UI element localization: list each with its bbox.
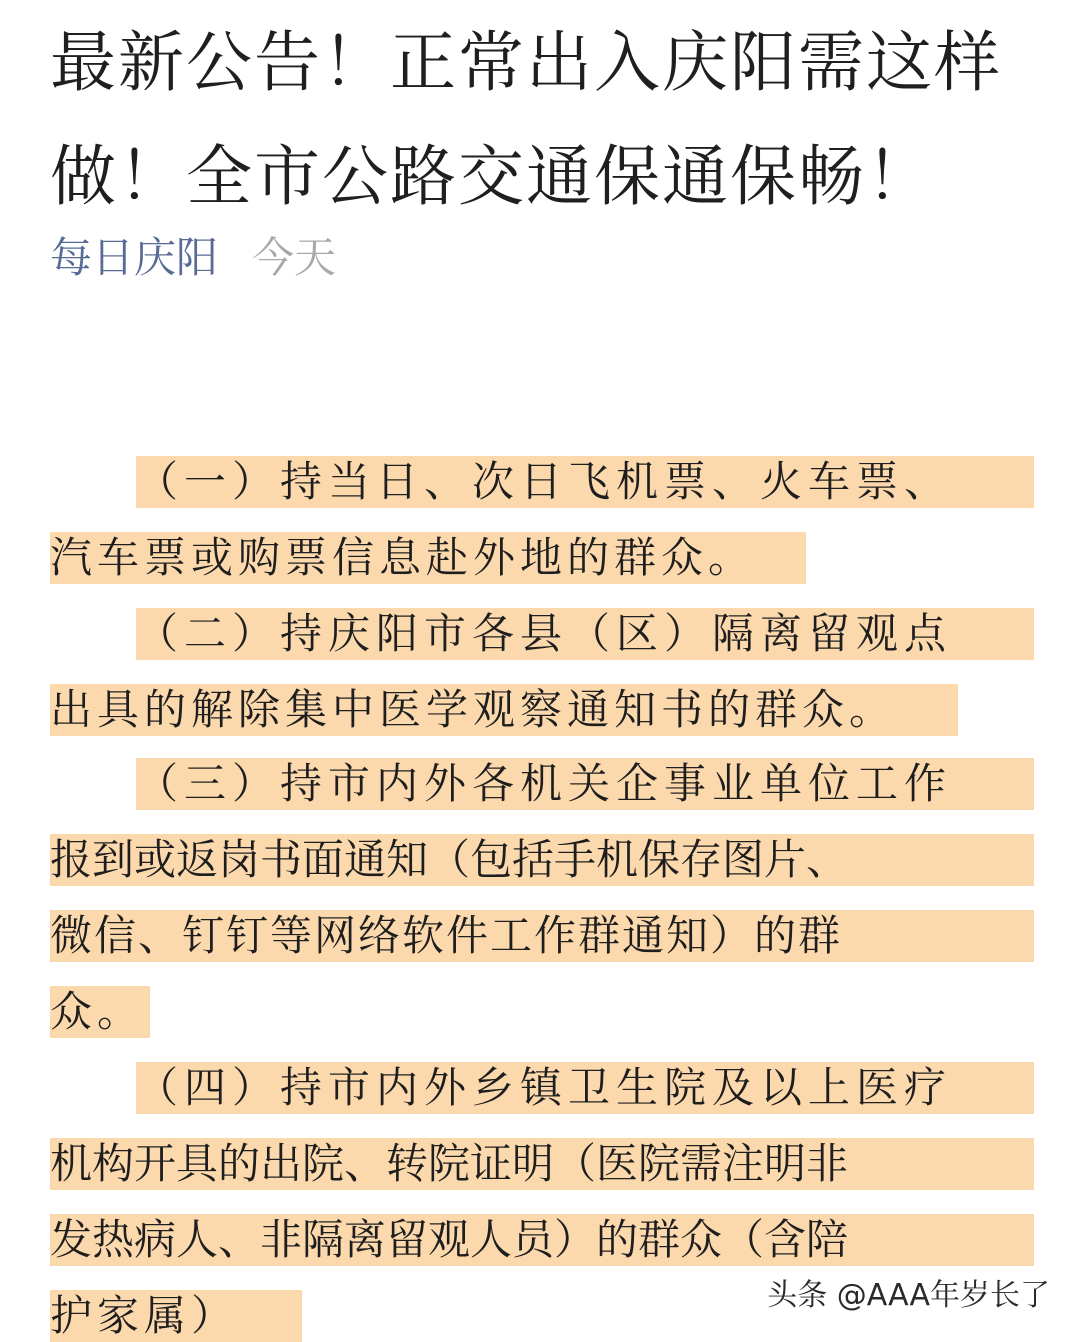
highlighted-line [136, 1062, 1034, 1114]
line-text: 发热病人、非隔离留观人员）的群众（含陪 [50, 1215, 849, 1264]
line-text: （三）持市内外各机关企事业单位工作 [136, 759, 953, 808]
highlighted-line [136, 758, 1034, 810]
source-account-link[interactable]: 每日庆阳 [50, 233, 219, 282]
article-body [50, 0, 1034, 1340]
line-text: 护家属） [50, 1291, 239, 1340]
line-text: （二）持庆阳市各县（区）隔离留观点 [136, 609, 953, 658]
highlighted-line [136, 456, 1034, 508]
line-text: 报到或返岗书面通知（包括手机保存图片、 [50, 835, 849, 884]
highlighted-line [50, 986, 150, 1038]
line-text: （一）持当日、次日飞机票、火车票、 [136, 457, 953, 506]
line-text: 出具的解除集中医学观察通知书的群众。 [50, 685, 897, 734]
highlighted-line [50, 1290, 302, 1342]
highlighted-line [50, 1138, 1034, 1190]
highlighted-line [50, 910, 1034, 962]
line-text: 汽车票或购票信息赴外地的群众。 [50, 533, 756, 582]
watermark: 头条 @AAA年岁长了 [767, 1278, 1050, 1313]
highlighted-line [50, 532, 806, 584]
highlighted-line [136, 608, 1034, 660]
line-text: 机构开具的出院、转院证明（医院需注明非 [50, 1139, 849, 1188]
highlighted-line [50, 684, 958, 736]
highlighted-line [50, 1214, 1034, 1266]
line-text: 微信、钉钉等网络软件工作群通知）的群 [50, 911, 843, 960]
line-text: （四）持市内外乡镇卫生院及以上医疗 [136, 1063, 953, 1112]
article-title: 最新公告！正常出入庆阳需这样做！全市公路交通保通保畅！ [50, 24, 1002, 215]
line-text: 众。 [50, 987, 145, 1036]
highlighted-line [50, 834, 1034, 886]
publish-date: 今天 [252, 233, 337, 282]
